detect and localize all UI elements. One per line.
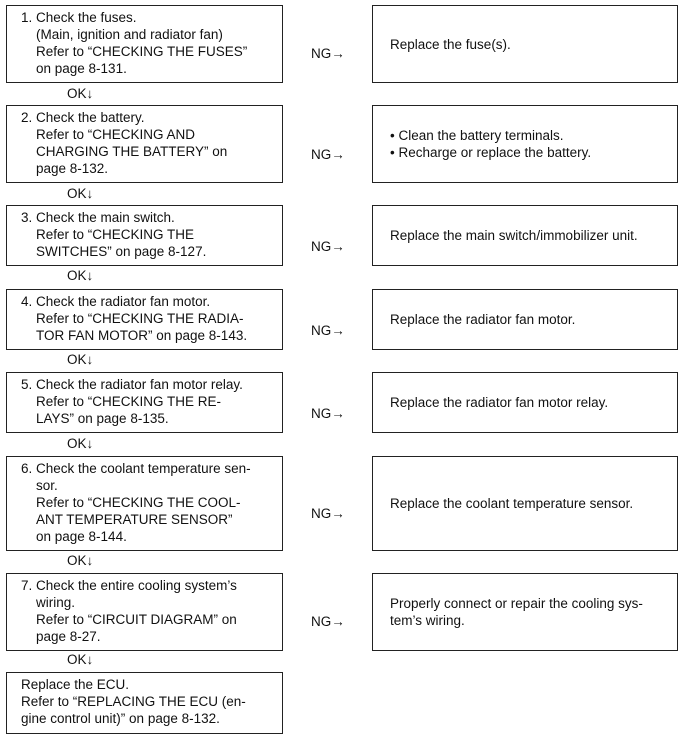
step-text-line: Check the main switch. <box>36 210 175 225</box>
step-text-line: on page 8-144. <box>36 529 127 544</box>
ok-arrow-label: OK↓ <box>67 186 94 201</box>
ok-arrow-label: OK↓ <box>67 268 94 283</box>
step-1-remedy-box <box>372 5 678 83</box>
step-text-line: TOR FAN MOTOR” on page 8-143. <box>36 328 248 343</box>
step-3-remedy-box <box>372 205 678 266</box>
final-text-line: gine control unit)” on page 8-132. <box>21 711 220 726</box>
step-number: 2. <box>21 110 33 125</box>
step-4-check-box <box>6 289 283 350</box>
step-text-line: Check the battery. <box>36 110 145 125</box>
ok-arrow-label: OK↓ <box>67 553 94 568</box>
step-1-check-box <box>6 5 283 83</box>
step-text-line: Refer to “CHECKING THE FUSES” <box>36 44 248 59</box>
step-text-line: Refer to “CHECKING AND <box>36 127 196 142</box>
ok-arrow-label: OK↓ <box>67 352 94 367</box>
step-text-line: Check the radiator fan motor relay. <box>36 377 243 392</box>
ng-arrow-label: NG→ <box>311 147 345 162</box>
step-text-line: on page 8-131. <box>36 61 127 76</box>
ok-arrow-label: OK↓ <box>67 652 94 667</box>
step-text-line: SWITCHES” on page 8-127. <box>36 244 207 259</box>
step-text-line: page 8-132. <box>36 161 109 176</box>
step-5-remedy-box <box>372 372 678 433</box>
step-2-check-box <box>6 105 283 183</box>
ng-arrow-label: NG→ <box>311 239 345 254</box>
final-text-line: Replace the ECU. <box>21 677 130 692</box>
step-text-line: page 8-27. <box>36 629 101 644</box>
remedy-text-line: Properly connect or repair the cooling sys- <box>390 596 643 611</box>
step-number: 6. <box>21 461 33 476</box>
step-5-check-box <box>6 372 283 433</box>
step-text-line: (Main, ignition and radiator fan) <box>36 27 223 42</box>
step-text-line: ANT TEMPERATURE SENSOR” <box>36 512 233 527</box>
step-6-remedy-box <box>372 456 678 551</box>
remedy-text-line: Replace the coolant temperature sensor. <box>390 496 634 511</box>
step-number: 3. <box>21 210 33 225</box>
remedy-text-line: Replace the radiator fan motor. <box>390 312 576 327</box>
remedy-bullet: • Clean the battery terminals. <box>390 128 564 143</box>
step-text-line: Refer to “CIRCUIT DIAGRAM” on <box>36 612 237 627</box>
step-number: 7. <box>21 578 33 593</box>
ok-arrow-label: OK↓ <box>67 436 94 451</box>
step-text-line: Refer to “CHECKING THE <box>36 227 195 242</box>
ng-arrow-label: NG→ <box>311 406 345 421</box>
step-text-line: Check the fuses. <box>36 10 137 25</box>
final-text-line: Refer to “REPLACING THE ECU (en- <box>21 694 246 709</box>
step-7-check-box <box>6 573 283 651</box>
step-number: 4. <box>21 294 33 309</box>
remedy-text-line: Replace the radiator fan motor relay. <box>390 395 609 410</box>
step-text-line: wiring. <box>36 595 76 610</box>
step-text-line: CHARGING THE BATTERY” on <box>36 144 228 159</box>
step-number: 5. <box>21 377 33 392</box>
step-3-check-box <box>6 205 283 266</box>
step-text-line: Check the radiator fan motor. <box>36 294 211 309</box>
ng-arrow-label: NG→ <box>311 46 345 61</box>
remedy-text-line: Replace the fuse(s). <box>390 36 511 52</box>
step-4-remedy-box <box>372 289 678 350</box>
step-2-remedy-box <box>372 105 678 183</box>
step-text-line: Refer to “CHECKING THE RE- <box>36 394 222 409</box>
step-text-line: Refer to “CHECKING THE COOL- <box>36 495 241 510</box>
remedy-text-line: Replace the main switch/immobilizer unit. <box>390 228 638 243</box>
ng-arrow-label: NG→ <box>311 323 345 338</box>
step-text-line: Refer to “CHECKING THE RADIA- <box>36 311 244 326</box>
remedy-bullet: • Recharge or replace the battery. <box>390 145 592 160</box>
step-text-line: Check the entire cooling system’s <box>36 578 237 593</box>
step-number: 1. <box>21 10 33 25</box>
step-text-line: LAYS” on page 8-135. <box>36 411 169 426</box>
step-text-line: Check the coolant temperature sen- <box>36 461 251 476</box>
ng-arrow-label: NG→ <box>311 614 345 629</box>
step-text-line: sor. <box>36 478 58 493</box>
remedy-text-line: tem’s wiring. <box>390 613 465 628</box>
step-7-remedy-box <box>372 573 678 651</box>
step-6-check-box <box>6 456 283 551</box>
ng-arrow-label: NG→ <box>311 506 345 521</box>
ok-arrow-label: OK↓ <box>67 86 94 101</box>
final-action-box <box>6 672 283 734</box>
